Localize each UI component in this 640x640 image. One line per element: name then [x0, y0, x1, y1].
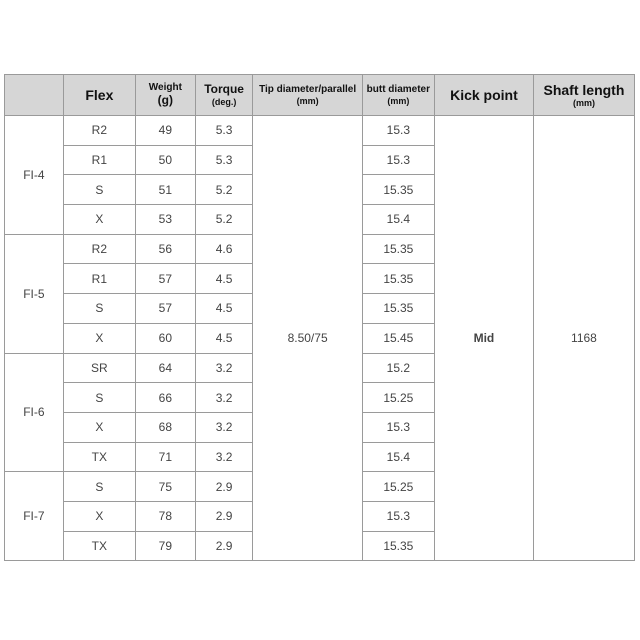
- table-row: [5, 116, 635, 146]
- weight-cell: 56: [135, 234, 195, 264]
- butt-cell: 15.45: [362, 323, 434, 353]
- butt-cell: 15.3: [362, 412, 434, 442]
- torque-cell: 4.6: [195, 234, 253, 264]
- header-butt-label: butt diameter: [366, 84, 430, 96]
- tip-diameter-cell: 8.50/75: [253, 116, 362, 561]
- header-torque-unit: (deg.): [211, 96, 237, 107]
- weight-cell: 66: [135, 383, 195, 413]
- torque-cell: 2.9: [195, 531, 253, 561]
- flex-cell: R1: [63, 145, 135, 175]
- flex-cell: X: [63, 412, 135, 442]
- header-row: [5, 75, 635, 116]
- flex-cell: X: [63, 205, 135, 235]
- header-butt: [362, 75, 434, 116]
- weight-cell: 49: [135, 116, 195, 146]
- model-cell: FI-7: [5, 472, 64, 561]
- header-weight: [135, 75, 195, 116]
- torque-cell: 4.5: [195, 264, 253, 294]
- butt-cell: 15.35: [362, 294, 434, 324]
- header-length-label: Shaft length: [543, 81, 625, 98]
- header-flex-label: Flex: [85, 86, 114, 103]
- header-kick-label: Kick point: [450, 86, 518, 103]
- torque-cell: 3.2: [195, 412, 253, 442]
- flex-cell: SR: [63, 353, 135, 383]
- header-tip: [253, 75, 362, 116]
- model-cell: FI-4: [5, 116, 64, 235]
- torque-cell: 4.5: [195, 294, 253, 324]
- butt-cell: 15.2: [362, 353, 434, 383]
- shaft-length-cell: 1168: [533, 116, 634, 561]
- weight-cell: 51: [135, 175, 195, 205]
- model-cell: FI-6: [5, 353, 64, 472]
- butt-cell: 15.3: [362, 501, 434, 531]
- weight-cell: 53: [135, 205, 195, 235]
- torque-cell: 5.2: [195, 205, 253, 235]
- weight-cell: 50: [135, 145, 195, 175]
- flex-cell: TX: [63, 531, 135, 561]
- weight-cell: 57: [135, 264, 195, 294]
- weight-cell: 60: [135, 323, 195, 353]
- weight-cell: 57: [135, 294, 195, 324]
- header-weight-label: Weight: [148, 82, 182, 94]
- torque-cell: 3.2: [195, 442, 253, 472]
- butt-cell: 15.3: [362, 116, 434, 146]
- weight-cell: 68: [135, 412, 195, 442]
- flex-cell: R2: [63, 234, 135, 264]
- butt-cell: 15.25: [362, 472, 434, 502]
- header-length: [533, 75, 634, 116]
- weight-cell: 78: [135, 501, 195, 531]
- header-flex: [63, 75, 135, 116]
- flex-cell: S: [63, 383, 135, 413]
- weight-cell: 75: [135, 472, 195, 502]
- weight-cell: 79: [135, 531, 195, 561]
- kick-point-cell: Mid: [434, 116, 533, 561]
- butt-cell: 15.4: [362, 442, 434, 472]
- torque-cell: 5.2: [195, 175, 253, 205]
- header-blank: [5, 75, 64, 116]
- flex-cell: X: [63, 323, 135, 353]
- butt-cell: 15.4: [362, 205, 434, 235]
- flex-cell: TX: [63, 442, 135, 472]
- butt-cell: 15.25: [362, 383, 434, 413]
- butt-cell: 15.35: [362, 264, 434, 294]
- flex-cell: R2: [63, 116, 135, 146]
- flex-cell: X: [63, 501, 135, 531]
- torque-cell: 3.2: [195, 353, 253, 383]
- header-tip-label: Tip diameter/parallel: [259, 84, 357, 96]
- torque-cell: 5.3: [195, 145, 253, 175]
- weight-cell: 71: [135, 442, 195, 472]
- torque-cell: 3.2: [195, 383, 253, 413]
- butt-cell: 15.35: [362, 234, 434, 264]
- header-torque: [195, 75, 253, 116]
- shaft-spec-table: [4, 74, 635, 561]
- flex-cell: S: [63, 472, 135, 502]
- torque-cell: 4.5: [195, 323, 253, 353]
- weight-cell: 64: [135, 353, 195, 383]
- torque-cell: 2.9: [195, 501, 253, 531]
- header-tip-unit: (mm): [296, 95, 319, 106]
- header-torque-label: Torque: [204, 81, 244, 96]
- flex-cell: R1: [63, 264, 135, 294]
- flex-cell: S: [63, 294, 135, 324]
- model-cell: FI-5: [5, 234, 64, 353]
- butt-cell: 15.35: [362, 531, 434, 561]
- butt-cell: 15.35: [362, 175, 434, 205]
- torque-cell: 5.3: [195, 116, 253, 146]
- header-weight-unit: (g): [157, 92, 173, 107]
- header-length-unit: (mm): [572, 97, 595, 108]
- torque-cell: 2.9: [195, 472, 253, 502]
- header-butt-unit: (mm): [387, 95, 410, 106]
- flex-cell: S: [63, 175, 135, 205]
- header-kick: [434, 75, 533, 116]
- butt-cell: 15.3: [362, 145, 434, 175]
